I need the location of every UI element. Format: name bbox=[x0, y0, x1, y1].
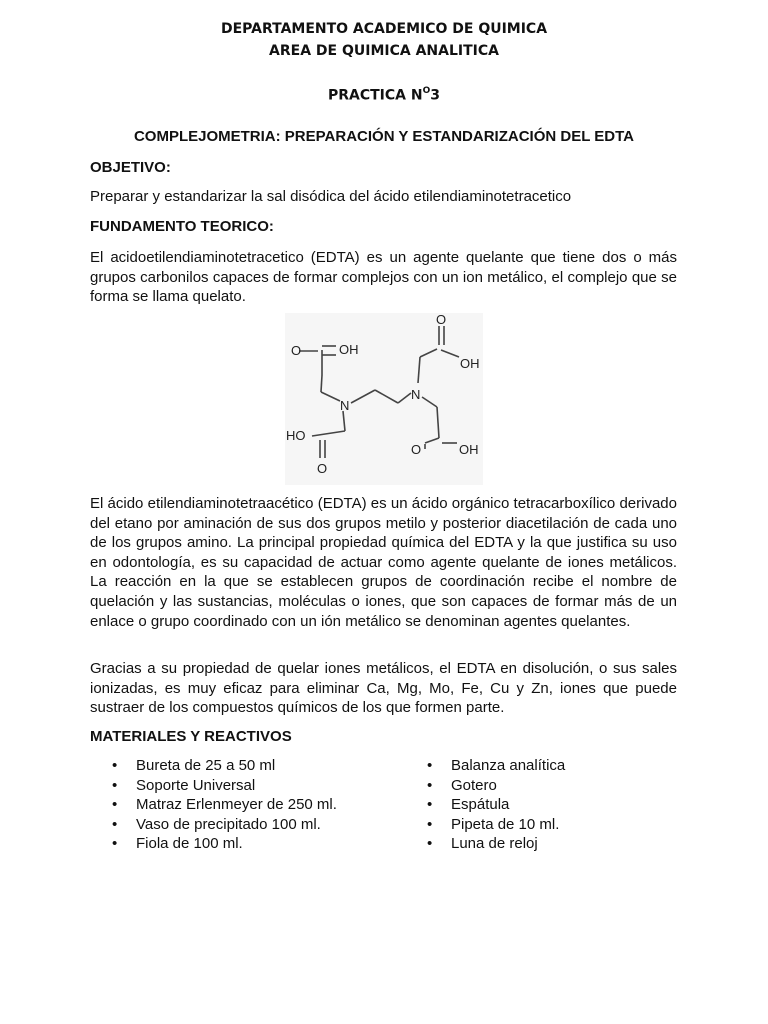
list-item bbox=[112, 776, 337, 796]
practice-number: 3 bbox=[430, 87, 440, 104]
fundamento-paragraph-2: El ácido etilendiaminotetraacético (EDTA) es un ácido orgánico tetracarboxílico derivado del etano por aminación de sus dos grupos metilo y posterior diacetilación de cada uno de los grupos amino. La principal propiedad química del EDTA y la que justifica su uso en odontología, es su capacidad de actuar como agente quelante de iones metálicos. La reacción en la que se establecen grupos de coordinación recibe el nombre de quelación y las sustancias, moléculas o iones, que son capaces de formar más de un enlace o grupo coordinado con un ión metálico se denominan agentes quelantes. bbox=[90, 495, 677, 630]
bullet: • bbox=[112, 757, 118, 774]
list-item-text: Vaso de precipitado 100 ml. bbox=[136, 815, 321, 833]
atom-label-o: O bbox=[436, 313, 447, 327]
list-item bbox=[112, 795, 337, 815]
list-item-text: Luna de reloj bbox=[451, 835, 538, 853]
atom-label-ho: HO bbox=[286, 428, 306, 443]
fundamento-paragraph-1: El acidoetilendiaminotetracetico (EDTA) es un agente quelante que tiene dos o más grupos carbonilos capaces de formar complejos con un ion metálico, el complejo que se forma se llama quelato. bbox=[90, 249, 677, 306]
atom-label-oh: OH bbox=[339, 342, 359, 357]
list-item-text: Espátula bbox=[451, 796, 510, 814]
list-item bbox=[112, 756, 337, 776]
list-item-text: Fiola de 100 ml. bbox=[136, 835, 243, 853]
list-item-text: Bureta de 25 a 50 ml bbox=[136, 757, 276, 774]
bullet: • bbox=[427, 815, 433, 833]
list-item bbox=[427, 795, 565, 815]
department-heading: DEPARTAMENTO ACADEMICO DE QUIMICA bbox=[220, 21, 548, 37]
practice-superscript: O bbox=[422, 86, 431, 96]
practice-number-heading bbox=[0, 87, 768, 104]
atom-label-o: O bbox=[291, 343, 302, 358]
atom-label-o: O bbox=[411, 442, 422, 457]
bullet: • bbox=[112, 776, 118, 794]
objective-text: Preparar y estandarizar la sal disódica del ácido etilendiaminotetracetico bbox=[90, 188, 572, 205]
list-item bbox=[427, 776, 565, 796]
materials-list-right bbox=[427, 756, 565, 854]
bullet: • bbox=[427, 796, 433, 814]
atom-label-oh: OH bbox=[460, 356, 480, 371]
objective-heading: OBJETIVO: bbox=[90, 159, 171, 176]
edta-structure-image bbox=[285, 313, 483, 485]
edta-structure-svg bbox=[285, 313, 483, 485]
list-item-text: Balanza analítica bbox=[451, 757, 566, 774]
bullet: • bbox=[112, 796, 118, 814]
list-item bbox=[112, 834, 337, 854]
bullet: • bbox=[427, 835, 433, 853]
atom-label-n: N bbox=[340, 398, 350, 413]
atom-label-oh: OH bbox=[459, 442, 479, 457]
list-item bbox=[427, 756, 565, 776]
atom-label-o: O bbox=[317, 461, 328, 476]
bullet: • bbox=[427, 776, 433, 794]
bullet: • bbox=[112, 835, 118, 853]
fundamento-heading: FUNDAMENTO TEORICO: bbox=[90, 218, 274, 235]
list-item bbox=[427, 815, 565, 835]
list-item-text: Pipeta de 10 ml. bbox=[451, 815, 560, 833]
bullet: • bbox=[112, 815, 118, 833]
list-item-text: Gotero bbox=[451, 776, 497, 794]
document-title: COMPLEJOMETRIA: PREPARACIÓN Y ESTANDARIZACIÓN DEL EDTA bbox=[133, 128, 635, 145]
area-heading: AREA DE QUIMICA ANALITICA bbox=[269, 43, 499, 59]
practice-prefix: PRACTICA N bbox=[327, 87, 423, 104]
list-item-text: Soporte Universal bbox=[136, 776, 256, 794]
materials-list-left bbox=[112, 756, 337, 854]
fundamento-paragraph-3: Gracias a su propiedad de quelar iones metálicos, el EDTA en disolución, o sus sales ionizadas, es muy eficaz para eliminar Ca, Mg, Mo, Fe, Cu y Zn, iones que puede sustraer de los compuestos químicos de los que formen parte. bbox=[90, 660, 677, 717]
atom-label-n: N bbox=[411, 387, 421, 402]
list-item bbox=[427, 834, 565, 854]
materials-heading: MATERIALES Y REACTIVOS bbox=[90, 728, 292, 745]
list-item-text: Matraz Erlenmeyer de 250 ml. bbox=[136, 796, 337, 814]
list-item bbox=[112, 815, 337, 835]
bullet: • bbox=[427, 757, 433, 774]
